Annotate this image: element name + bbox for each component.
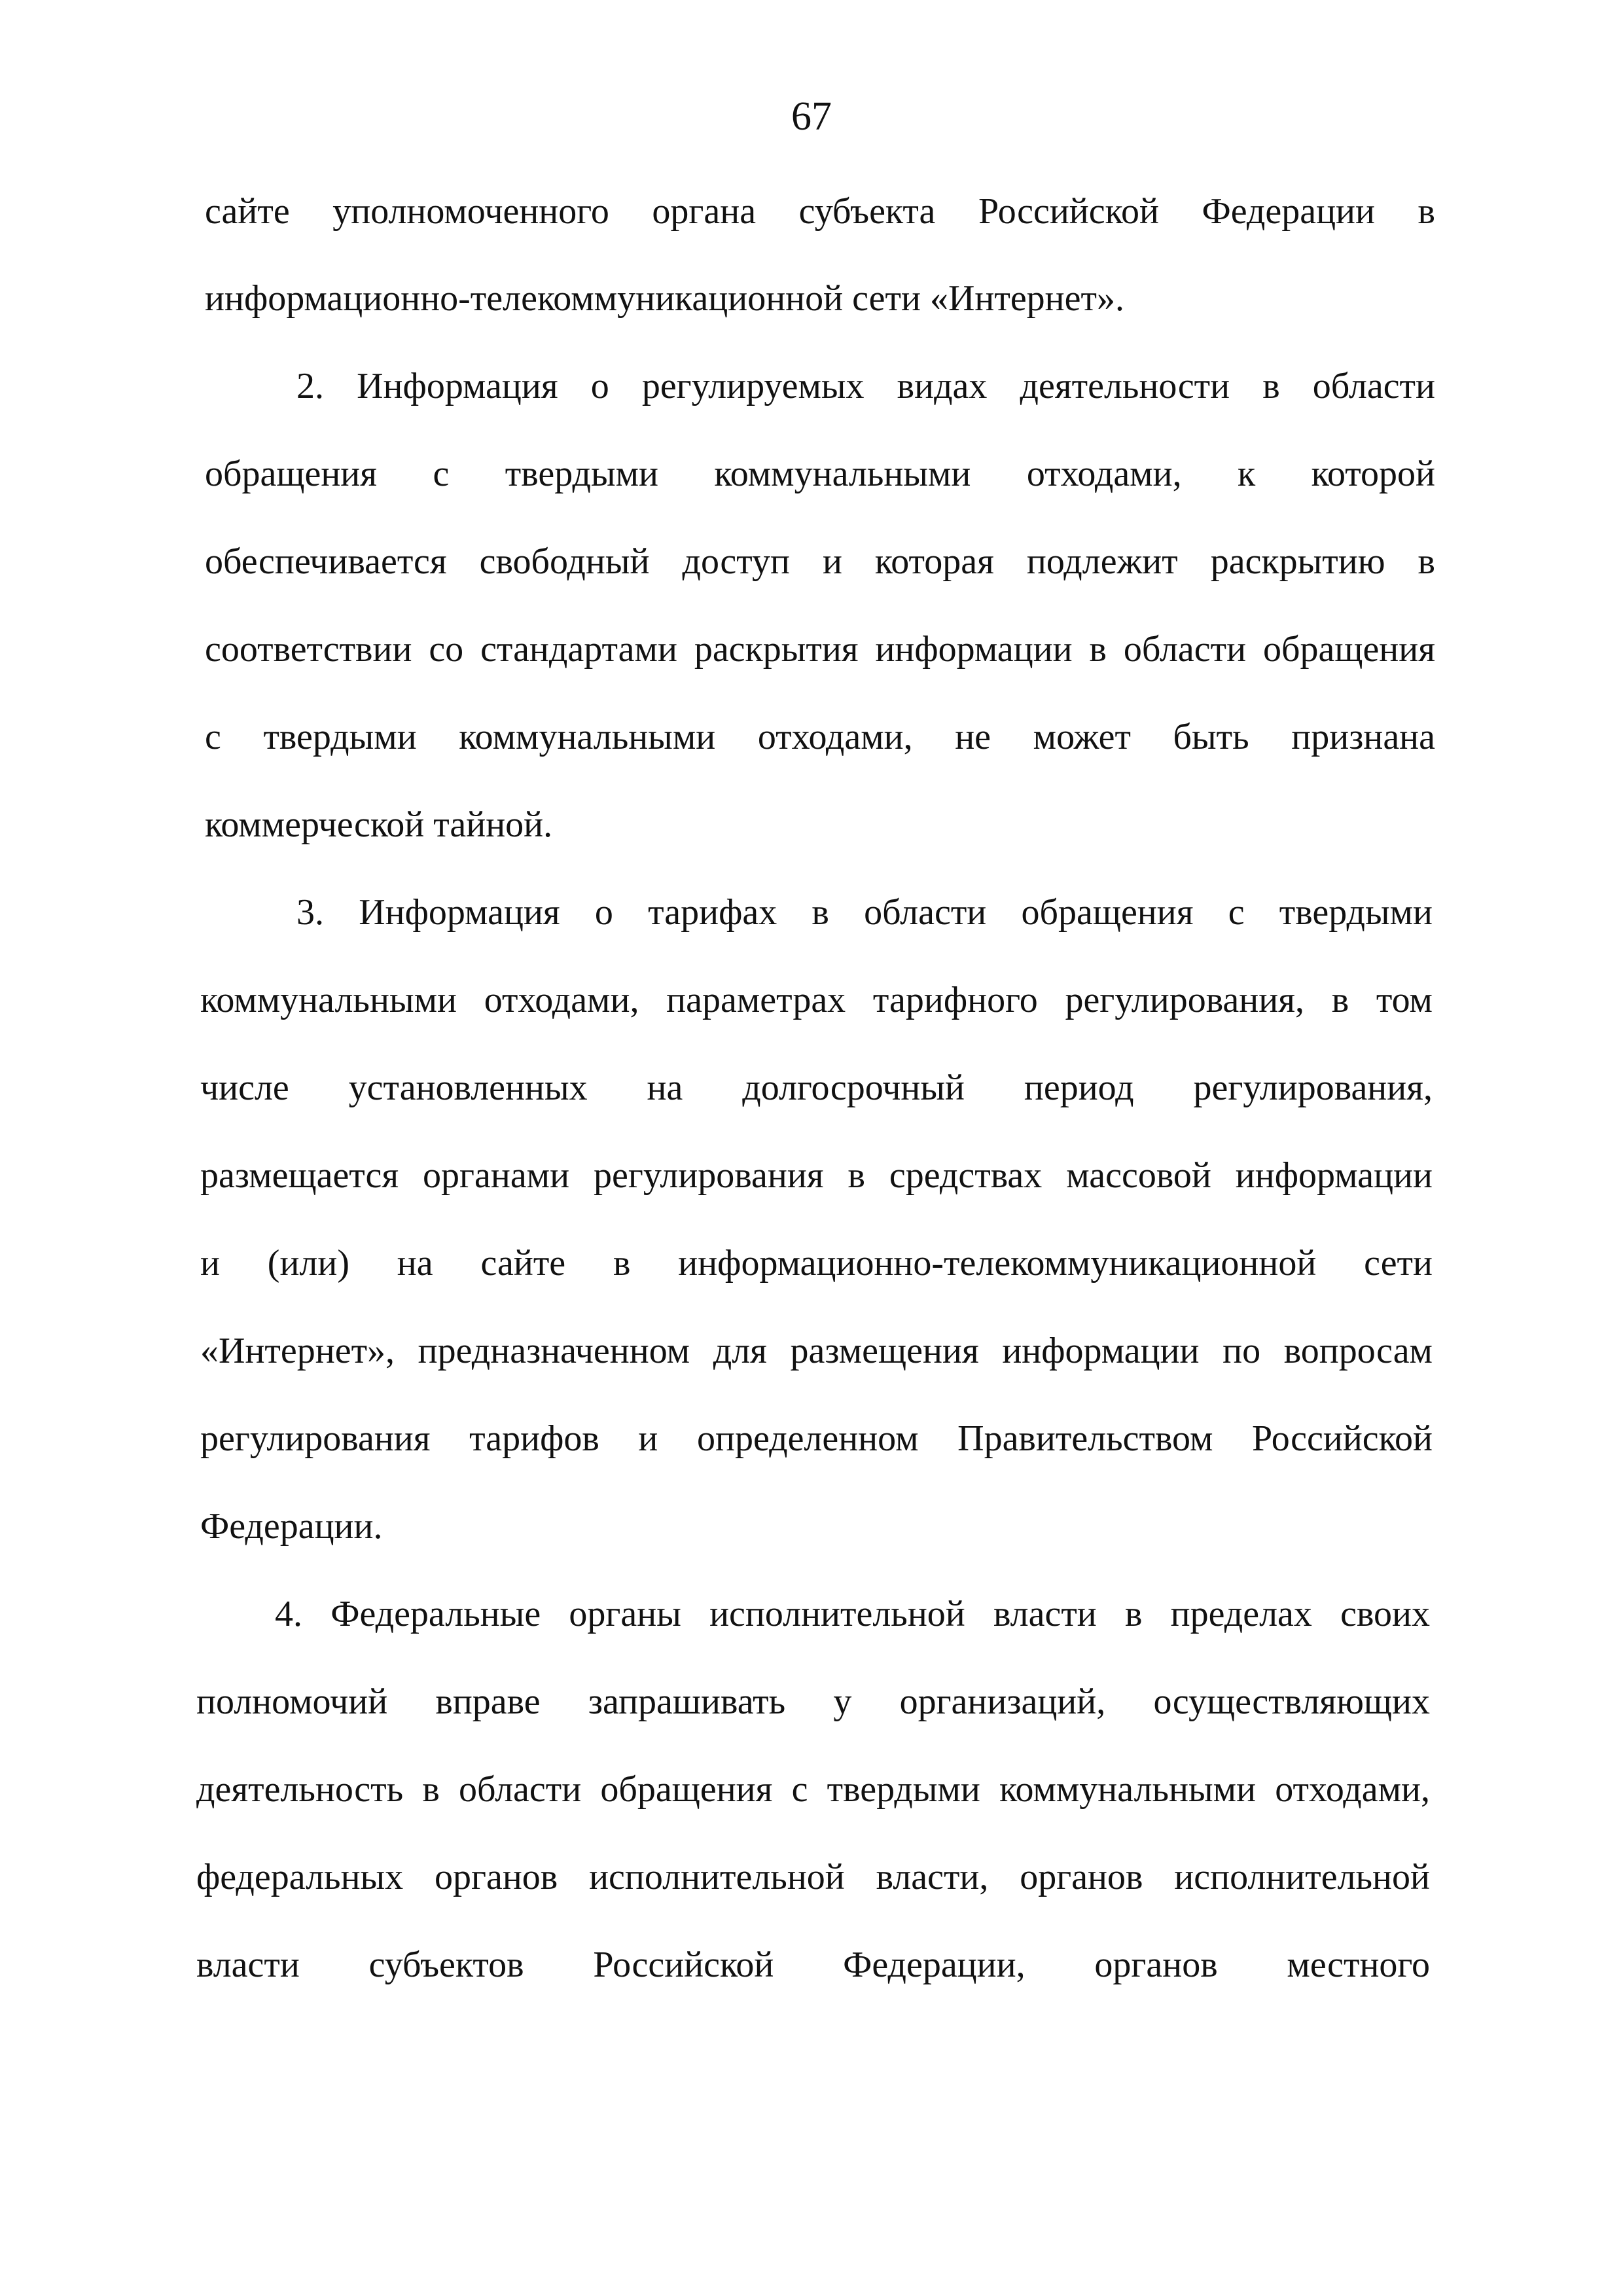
text-line: с твердыми коммунальными отходами, не может быть признана <box>205 717 1435 757</box>
text-line: регулирования тарифов и определенном Правительством Российской <box>200 1418 1433 1459</box>
text-line: Федерации. <box>200 1506 383 1547</box>
text-line: деятельность в области обращения с твердыми коммунальными отходами, <box>196 1769 1430 1810</box>
text-line: власти субъектов Российской Федерации, органов местного <box>196 1945 1430 1985</box>
text-line: обеспечивается свободный доступ и которая подлежит раскрытию в <box>205 541 1435 582</box>
text-line: размещается органами регулирования в средствах массовой информации <box>200 1155 1433 1196</box>
text-line: обращения с твердыми коммунальными отходами, к которой <box>205 454 1435 494</box>
page-number: 67 <box>791 94 832 139</box>
text-line: «Интернет», предназначенном для размещения информации по вопросам <box>200 1331 1433 1371</box>
text-line: полномочий вправе запрашивать у организаций, осуществляющих <box>196 1681 1430 1722</box>
text-line: коммунальными отходами, параметрах тарифного регулирования, в том <box>200 980 1433 1020</box>
text-line: соответствии со стандартами раскрытия информации в области обращения <box>205 629 1435 670</box>
text-line: и (или) на сайте в информационно-телекоммуникационной сети <box>200 1243 1433 1283</box>
text-line: сайте уполномоченного органа субъекта Российской Федерации в <box>205 191 1435 232</box>
paragraph-first-line: 3. Информация о тарифах в области обращения с твердыми <box>296 892 1433 933</box>
paragraph-first-line: 4. Федеральные органы исполнительной власти в пределах своих <box>275 1594 1430 1634</box>
text-line: коммерческой тайной. <box>205 804 553 845</box>
text-line: федеральных органов исполнительной власти, органов исполнительной <box>196 1857 1430 1897</box>
text-line: информационно-телекоммуникационной сети «Интернет». <box>205 278 1124 319</box>
text-line: числе установленных на долгосрочный период регулирования, <box>200 1067 1433 1108</box>
paragraph-first-line: 2. Информация о регулируемых видах деятельности в области <box>296 366 1435 406</box>
